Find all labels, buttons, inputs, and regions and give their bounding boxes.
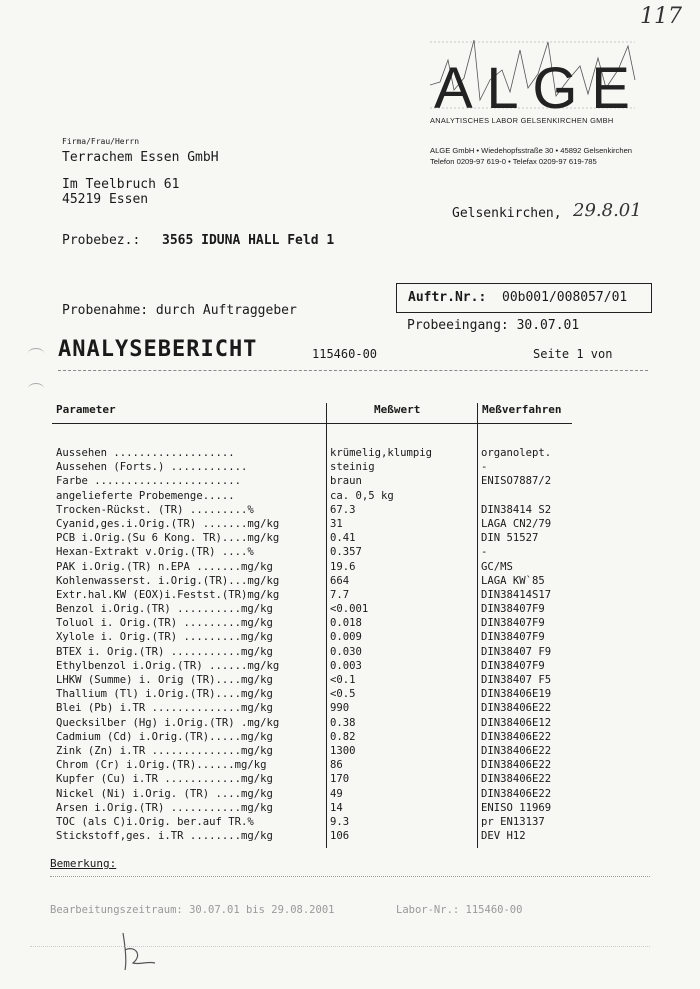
row-method: DIN38407 F9 bbox=[481, 645, 552, 658]
table-row bbox=[52, 489, 572, 503]
row-parameter: Extr.hal.KW (EOX)i.Festst.(TR)mg/kg bbox=[56, 588, 280, 601]
title-divider bbox=[58, 370, 648, 371]
order-label: Auftr.Nr.: bbox=[408, 290, 487, 305]
table-row bbox=[52, 659, 572, 673]
row-value: 106 bbox=[330, 830, 350, 843]
row-method: DEV H12 bbox=[481, 830, 526, 843]
recipient-name: Terrachem Essen GmbH bbox=[62, 150, 219, 165]
row-method: - bbox=[481, 546, 488, 559]
row-parameter: Blei (Pb) i.TR ..............mg/kg bbox=[56, 702, 273, 715]
row-parameter: Kohlenwasserst. i.Orig.(TR)...mg/kg bbox=[56, 574, 280, 587]
row-parameter: Cadmium (Cd) i.Orig.(TR).....mg/kg bbox=[56, 730, 273, 743]
table-row bbox=[52, 687, 572, 701]
row-value: <0.5 bbox=[330, 688, 356, 701]
logo-letter: G bbox=[532, 56, 582, 121]
signature-scribble bbox=[115, 925, 175, 975]
header-method: Meßverfahren bbox=[482, 403, 562, 416]
row-parameter: angelieferte Probemenge..... bbox=[56, 489, 235, 502]
row-value: <0.1 bbox=[330, 674, 356, 686]
row-parameter: BTEX i. Orig.(TR) ...........mg/kg bbox=[56, 645, 273, 658]
row-value: 664 bbox=[330, 574, 350, 587]
row-parameter: Thallium (Tl) i.Orig.(TR)....mg/kg bbox=[56, 688, 273, 701]
row-parameter: Benzol i.Orig.(TR) ..........mg/kg bbox=[56, 603, 273, 616]
row-value: <0.001 bbox=[330, 603, 369, 616]
row-parameter: Arsen i.Orig.(TR) ...........mg/kg bbox=[56, 801, 273, 814]
row-value: 0.009 bbox=[330, 631, 362, 644]
row-parameter: Aussehen (Forts.) ............ bbox=[56, 461, 248, 474]
row-parameter: Trocken-Rückst. (TR) .........% bbox=[56, 503, 254, 516]
punch-hole-mark bbox=[28, 348, 44, 359]
row-value: 0.003 bbox=[330, 659, 362, 672]
table-row bbox=[52, 460, 572, 474]
row-value: 86 bbox=[330, 759, 343, 772]
punch-hole-mark bbox=[28, 383, 44, 394]
row-parameter: Xylole i. Orig.(TR) .........mg/kg bbox=[56, 631, 273, 644]
row-method: LAGA KW`85 bbox=[481, 574, 545, 587]
row-method: DIN38406E19 bbox=[481, 688, 552, 701]
row-method: ENISO7887/2 bbox=[481, 475, 552, 488]
row-value: 0.41 bbox=[330, 532, 356, 545]
table-row bbox=[52, 801, 572, 815]
table-row bbox=[52, 446, 572, 460]
signature-line bbox=[30, 946, 650, 947]
row-value: braun bbox=[330, 475, 362, 488]
row-value: krümelig,klumpig bbox=[330, 447, 433, 459]
logo-letter: A bbox=[434, 56, 477, 121]
row-parameter: Chrom (Cr) i.Orig.(TR)......mg/kg bbox=[56, 759, 267, 772]
row-method: organolept. bbox=[481, 447, 552, 459]
table-row bbox=[52, 758, 572, 772]
row-method: GC/MS bbox=[481, 560, 513, 573]
row-value: 170 bbox=[330, 773, 350, 786]
table-row bbox=[52, 645, 572, 659]
alge-logo bbox=[430, 30, 640, 130]
row-parameter: Farbe ....................... bbox=[56, 475, 241, 488]
header-value: Meßwert bbox=[374, 403, 421, 416]
row-value: 0.357 bbox=[330, 546, 362, 559]
row-value: 0.82 bbox=[330, 730, 356, 743]
row-parameter: Quecksilber (Hg) i.Orig.(TR) .mg/kg bbox=[56, 716, 280, 729]
row-value: 14 bbox=[330, 801, 343, 814]
row-value: 67.3 bbox=[330, 503, 356, 516]
row-method: DIN38406E22 bbox=[481, 759, 552, 772]
order-value: 00b001/008057/01 bbox=[502, 290, 628, 305]
row-parameter: TOC (als C)i.Orig. ber.auf TR.% bbox=[56, 815, 254, 828]
row-method: DIN38407 F5 bbox=[481, 674, 552, 686]
row-method: DIN38407F9 bbox=[481, 631, 545, 644]
analysis-table bbox=[52, 403, 572, 843]
row-method: ENISO 11969 bbox=[481, 801, 552, 814]
row-value: 31 bbox=[330, 517, 343, 530]
report-number: 115460-00 bbox=[312, 347, 378, 361]
table-row bbox=[52, 730, 572, 744]
row-value: 990 bbox=[330, 702, 350, 715]
row-method: - bbox=[481, 461, 488, 474]
row-parameter: Nickel (Ni) i.Orig. (TR) ....mg/kg bbox=[56, 787, 273, 800]
header-parameter: Parameter bbox=[56, 403, 116, 416]
table-body bbox=[52, 446, 572, 843]
table-row bbox=[52, 815, 572, 829]
row-value: 19.6 bbox=[330, 560, 356, 573]
header-underline bbox=[52, 423, 572, 424]
table-row bbox=[52, 630, 572, 644]
row-parameter: Aussehen ................... bbox=[56, 447, 235, 459]
table-row bbox=[52, 474, 572, 488]
row-parameter: LHKW (Summe) i. Orig (TR)....mg/kg bbox=[56, 674, 273, 686]
row-value: 9.3 bbox=[330, 815, 350, 828]
row-value: steinig bbox=[330, 461, 375, 474]
row-method: DIN38414S17 bbox=[481, 588, 552, 601]
row-parameter: Kupfer (Cu) i.TR ............mg/kg bbox=[56, 773, 273, 786]
table-row bbox=[52, 716, 572, 730]
row-method: DIN38407F9 bbox=[481, 659, 545, 672]
sampling-info: Probenahme: durch Auftraggeber bbox=[62, 303, 297, 318]
table-row bbox=[52, 531, 572, 545]
row-parameter: Zink (Zn) i.TR ..............mg/kg bbox=[56, 744, 273, 757]
page-indicator: Seite 1 von bbox=[533, 347, 613, 361]
place: Gelsenkirchen, bbox=[452, 206, 562, 221]
row-value: 7.7 bbox=[330, 588, 350, 601]
row-parameter: PAK i.Orig.(TR) n.EPA .......mg/kg bbox=[56, 560, 273, 573]
recipient-salutation: Firma/Frau/Herrn bbox=[62, 137, 140, 146]
company-address: ALGE GmbH • Wiedehopfsstraße 30 • 45892 Gelsenkirchen bbox=[430, 146, 633, 155]
table-row bbox=[52, 787, 572, 801]
table-row bbox=[52, 517, 572, 531]
table-row bbox=[52, 744, 572, 758]
row-method: DIN38406E22 bbox=[481, 730, 552, 743]
row-value: 0.018 bbox=[330, 617, 362, 630]
row-parameter: Stickstoff,ges. i.TR ........mg/kg bbox=[56, 830, 273, 843]
remarks-label: Bemerkung: bbox=[50, 857, 117, 870]
processing-period: Bearbeitungszeitraum: 30.07.01 bis 29.08.2001 bbox=[50, 904, 335, 916]
row-method: LAGA CN2/79 bbox=[481, 517, 552, 530]
handwritten-page-number: 117 bbox=[640, 4, 682, 29]
table-row bbox=[52, 560, 572, 574]
report-title: ANALYSEBERICHT bbox=[58, 337, 258, 362]
lab-number: Labor-Nr.: 115460-00 bbox=[396, 904, 523, 916]
table-row bbox=[52, 829, 572, 843]
row-parameter: Toluol i. Orig.(TR) .........mg/kg bbox=[56, 617, 273, 630]
table-row bbox=[52, 602, 572, 616]
row-method: DIN 51527 bbox=[481, 532, 539, 545]
row-method: DIN38406E22 bbox=[481, 773, 552, 786]
handwritten-date: 29.8.01 bbox=[573, 200, 642, 221]
table-row bbox=[52, 588, 572, 602]
row-parameter: PCB i.Orig.(Su 6 Kong. TR)....mg/kg bbox=[56, 532, 280, 545]
table-row bbox=[52, 673, 572, 687]
logo-letter: L bbox=[486, 56, 523, 121]
logo-tagline: ANALYTISCHES LABOR GELSENKIRCHEN GMBH bbox=[430, 116, 614, 125]
row-method: DIN38406E22 bbox=[481, 787, 552, 800]
sample-label: Probebez.: bbox=[62, 233, 141, 248]
row-value: 1300 bbox=[330, 744, 356, 757]
column-rule bbox=[326, 403, 327, 848]
row-method: DIN38406E12 bbox=[481, 716, 552, 729]
sample-value: 3565 IDUNA HALL Feld 1 bbox=[162, 233, 335, 248]
row-parameter: Ethylbenzol i.Orig.(TR) ......mg/kg bbox=[56, 659, 280, 672]
row-parameter: Cyanid,ges.i.Orig.(TR) .......mg/kg bbox=[56, 517, 280, 530]
recipient-street: Im Teelbruch 61 bbox=[62, 177, 180, 192]
recipient-city: 45219 Essen bbox=[62, 192, 149, 207]
remarks-divider bbox=[50, 876, 650, 877]
row-method: DIN38414 S2 bbox=[481, 503, 552, 516]
company-contact: Telefon 0209-97 619-0 • Telefax 0209-97 619-785 bbox=[430, 157, 597, 166]
table-row bbox=[52, 574, 572, 588]
row-value: ca. 0,5 kg bbox=[330, 489, 394, 502]
row-method: DIN38407F9 bbox=[481, 617, 545, 630]
row-parameter: Hexan-Extrakt v.Orig.(TR) ....% bbox=[56, 546, 254, 559]
table-row bbox=[52, 701, 572, 715]
column-rule bbox=[477, 403, 478, 848]
row-value: 0.38 bbox=[330, 716, 356, 729]
row-value: 49 bbox=[330, 787, 343, 800]
table-row bbox=[52, 616, 572, 630]
table-row bbox=[52, 503, 572, 517]
row-method: pr EN13137 bbox=[481, 815, 545, 828]
row-method: DIN38406E22 bbox=[481, 744, 552, 757]
table-header bbox=[52, 403, 572, 423]
logo-letter: E bbox=[591, 56, 634, 121]
table-row bbox=[52, 772, 572, 786]
receipt-date: Probeeingang: 30.07.01 bbox=[407, 318, 580, 333]
table-row bbox=[52, 545, 572, 559]
row-value: 0.030 bbox=[330, 645, 362, 658]
row-method: DIN38407F9 bbox=[481, 603, 545, 616]
row-method: DIN38406E22 bbox=[481, 702, 552, 715]
